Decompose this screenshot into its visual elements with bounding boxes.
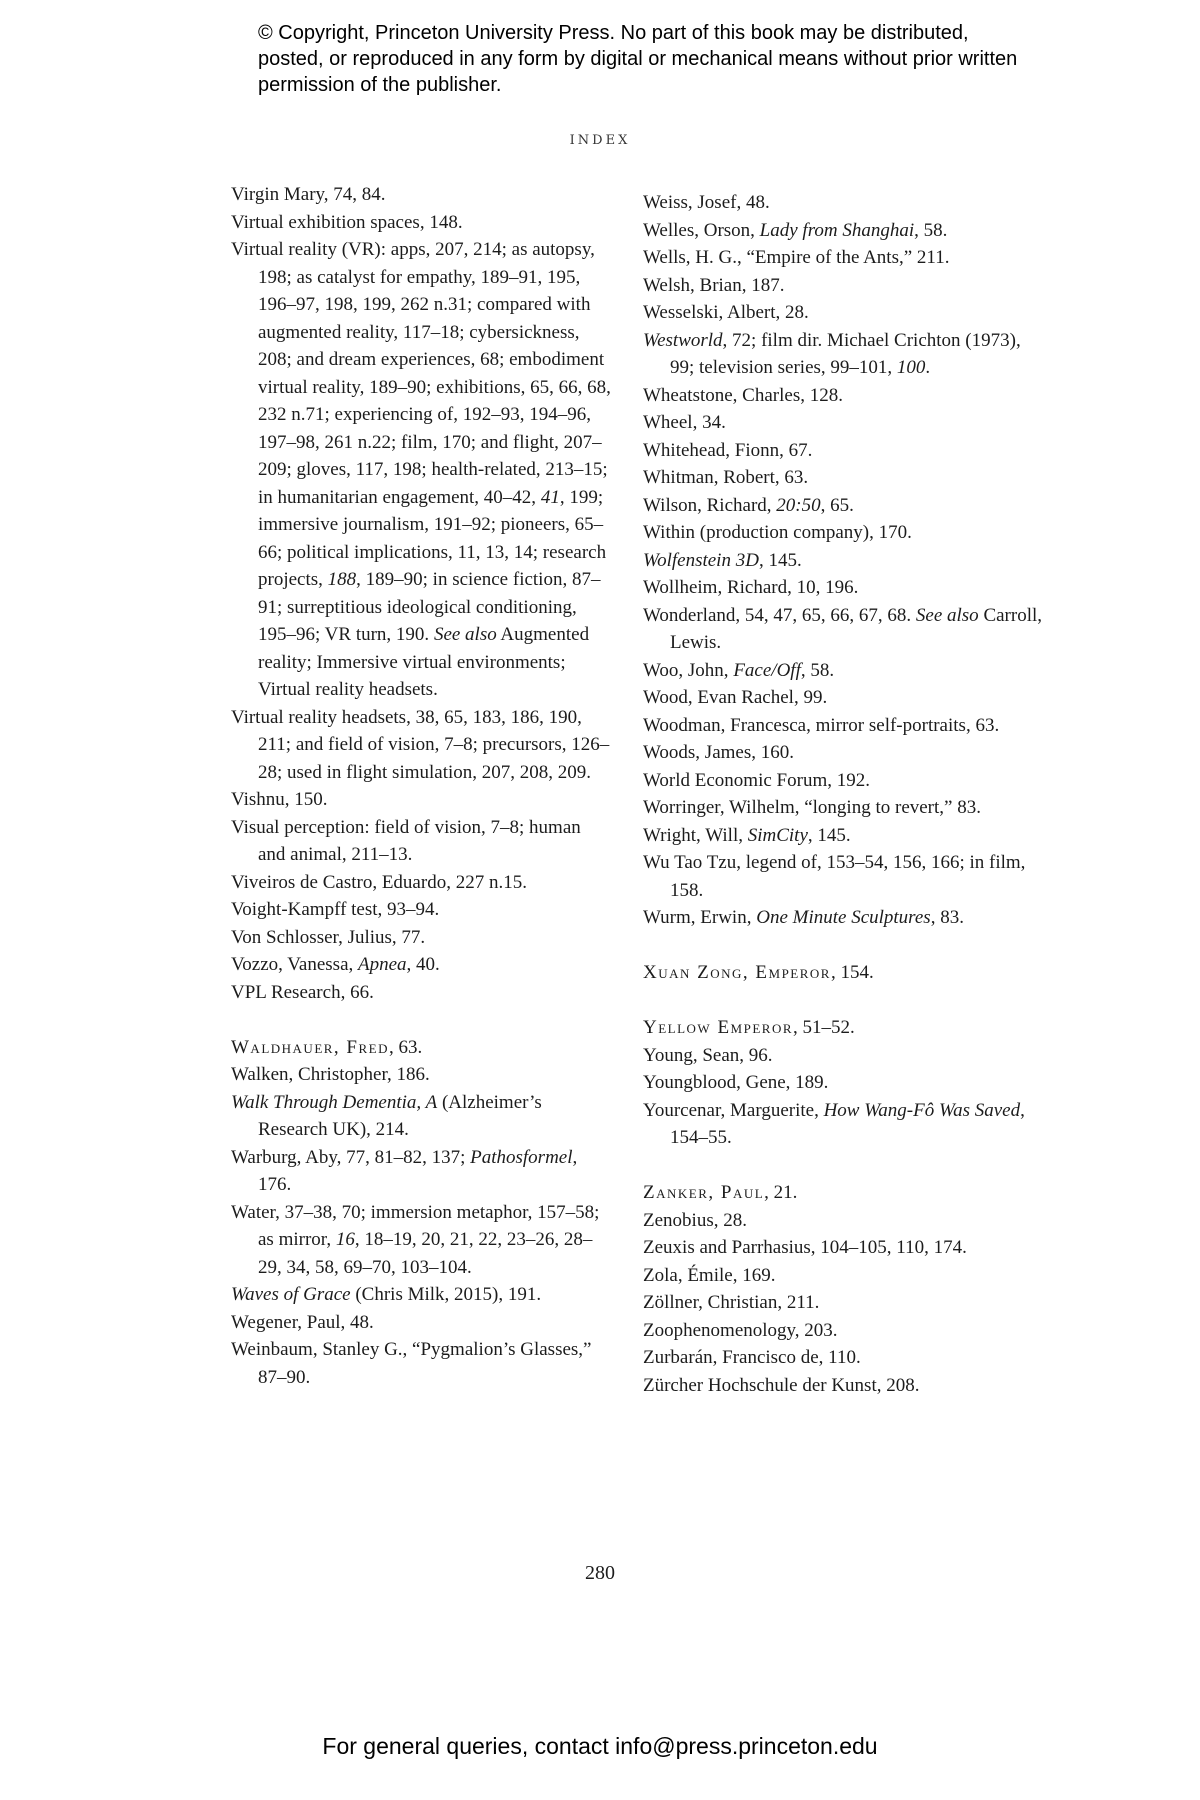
index-entry: [231, 869, 611, 897]
index-entry: [643, 657, 1043, 685]
entry-text: Zurbarán, Francisco de, 110.: [643, 1347, 861, 1368]
index-entry: [231, 814, 611, 869]
entry-text: Whitehead, Fionn, 67.: [643, 439, 813, 461]
entry-text: Zürcher Hochschule der Kunst, 208.: [643, 1374, 920, 1396]
entry-text: Wu Tao Tzu, legend of, 153–54, 156, 166; in film, 158.: [643, 852, 1026, 901]
entry-headword: Xuan Zong, Emperor: [643, 962, 831, 983]
index-entry: [643, 574, 1043, 602]
entry-text: Wegener, Paul, 48.: [231, 1311, 374, 1333]
entry-headword: Yellow Emperor: [643, 1017, 794, 1038]
entry-text: See also: [433, 624, 497, 645]
entry-text: Westworld: [643, 329, 723, 351]
entry-text: Virtual reality headsets, 38, 65, 183, 186, 190, 211; and field of vision, 7–8; precursors, 126–28; used in flight simulation, 207, 208, 209.: [231, 706, 610, 783]
entry-text: Woo, John,: [643, 659, 734, 681]
entry-text: Weiss, Josef, 48.: [643, 192, 770, 213]
entry-text: Woodman, Francesca, mirror self-portraits, 63.: [643, 714, 1000, 736]
entry-text: Zoophenomenology, 203.: [643, 1319, 838, 1341]
index-entry: [231, 979, 611, 1007]
entry-text: Water, 37–38, 70; immersion metaphor, 157–58; as mirror,: [231, 1201, 600, 1250]
entry-text: Wolfenstein 3D: [643, 549, 759, 571]
entry-text: , 199; immersive journalism, 191–92; pioneers, 65–66; political implications, 11, 13, 14; research projects,: [258, 486, 607, 590]
entry-text: Virgin Mary, 74, 84.: [231, 184, 386, 205]
index-entry: [643, 1042, 1043, 1070]
entry-headword: Zanker, Paul: [643, 1182, 765, 1203]
entry-text: , 154.: [830, 962, 874, 983]
entry-text: , 18–19, 20, 21, 22, 23–26, 28–29, 34, 58, 69–70, 103–104.: [258, 1229, 593, 1278]
index-entry: [643, 492, 1043, 520]
entry-text: , 21.: [764, 1182, 798, 1203]
letter-group-gap: [643, 932, 1043, 960]
entry-text: Von Schlosser, Julius, 77.: [231, 926, 426, 948]
index-entry: [643, 959, 1043, 987]
index-entry: [643, 327, 1043, 382]
entry-text: , 145.: [758, 549, 802, 571]
entry-text: World Economic Forum, 192.: [643, 769, 870, 791]
entry-text: Wilson, Richard,: [643, 494, 777, 516]
entry-text: Apnea: [358, 954, 407, 975]
index-entry: [643, 712, 1043, 740]
index-entry: [643, 767, 1043, 795]
entry-text: 16: [335, 1229, 355, 1250]
index-entry: [231, 896, 611, 924]
entry-text: , 145.: [807, 824, 851, 846]
index-entry: [643, 519, 1043, 547]
entry-text: , 83.: [930, 907, 964, 928]
index-entry: [231, 786, 611, 814]
index-entry: [231, 704, 611, 787]
entry-text: Waves of Grace: [231, 1284, 351, 1305]
index-entry: [643, 189, 1043, 217]
entry-text: Wonderland, 54, 47, 65, 66, 67, 68.: [643, 604, 916, 626]
entry-text: Vozzo, Vanessa,: [231, 954, 358, 975]
entry-text: , 176.: [258, 1146, 578, 1195]
index-entry: [231, 951, 611, 979]
entry-text: Wheel, 34.: [643, 412, 726, 433]
letter-group-gap: [643, 987, 1043, 1015]
index-entry: [643, 299, 1043, 327]
index-entry: [643, 1344, 1043, 1372]
index-entry: [231, 1309, 611, 1337]
index-entry: [643, 1317, 1043, 1345]
entry-text: , 58.: [800, 659, 835, 681]
index-entry: [231, 209, 611, 237]
entry-text: Woods, James, 160.: [643, 742, 794, 763]
index-entry: [231, 1144, 611, 1199]
entry-headword: Waldhauer, Fred: [231, 1036, 389, 1058]
index-column-right: [643, 189, 1043, 1399]
index-entry: [643, 272, 1043, 300]
entry-text: Virtual exhibition spaces, 148.: [231, 211, 463, 233]
index-entry: [643, 437, 1043, 465]
entry-text: 100: [896, 357, 926, 378]
entry-text: Zeuxis and Parrhasius, 104–105, 110, 174.: [643, 1237, 967, 1258]
entry-text: SimCity: [747, 824, 808, 846]
index-entry: [643, 217, 1043, 245]
entry-text: 41: [540, 486, 560, 508]
index-entry: [643, 904, 1043, 932]
entry-text: Zenobius, 28.: [643, 1209, 747, 1231]
entry-text: Augmented reality; Immersive virtual environments; Virtual reality headsets.: [258, 624, 590, 700]
entry-text: , 51–52.: [793, 1017, 855, 1038]
index-entry: [643, 1014, 1043, 1042]
index-entry: [643, 739, 1043, 767]
running-head: INDEX: [569, 133, 631, 148]
entry-text: Vishnu, 150.: [231, 789, 328, 810]
index-entry: [231, 1199, 611, 1282]
entry-text: Young, Sean, 96.: [643, 1044, 773, 1066]
index-entry: [643, 1262, 1043, 1290]
copyright-notice: © Copyright, Princeton University Press. No part of this book may be distributed, posted, or reproduced in any form by digital or mechanical means without prior written permission of the publisher.: [258, 22, 1018, 96]
index-entry: [231, 1281, 611, 1309]
entry-text: (Chris Milk, 2015), 191.: [350, 1284, 542, 1305]
index-entry: [643, 547, 1043, 575]
entry-text: Pathosformel: [470, 1146, 573, 1168]
entry-text: One Minute Sculptures: [756, 907, 931, 928]
index-entry: [231, 181, 611, 209]
entry-text: Voight-Kampff test, 93–94.: [231, 899, 440, 920]
entry-text: Within (production company), 170.: [643, 522, 912, 543]
index-entry: [643, 244, 1043, 272]
index-entry: [643, 822, 1043, 850]
entry-text: , 63.: [389, 1036, 423, 1058]
entry-text: .: [925, 357, 931, 378]
entry-text: Carroll, Lewis.: [670, 604, 1043, 653]
entry-text: , 40.: [406, 954, 440, 975]
entry-text: Yourcenar, Marguerite,: [643, 1099, 824, 1121]
entry-text: Visual perception: field of vision, 7–8; human and animal, 211–13.: [231, 816, 581, 865]
entry-text: Warburg, Aby, 77, 81–82, 137;: [231, 1146, 471, 1168]
entry-text: Zola, Émile, 169.: [643, 1264, 776, 1286]
entry-text: VPL Research, 66.: [231, 981, 374, 1003]
entry-text: , 189–90; in science fiction, 87–91; surreptitious ideological conditioning, 195–96; VR turn, 190.: [258, 569, 601, 645]
entry-text: Welles, Orson,: [643, 219, 760, 241]
index-entry: [643, 1097, 1043, 1152]
entry-text: See also: [915, 604, 979, 626]
entry-text: Wright, Will,: [643, 824, 748, 846]
index-entry: [643, 849, 1043, 904]
index-entry: [231, 236, 611, 704]
entry-text: 20:50: [776, 494, 821, 516]
entry-text: Virtual reality (VR): apps, 207, 214; as autopsy, 198; as catalyst for empathy, 189–91, 195, 196–97, 198, 199, 262 n.31; compared with augmented reality, 117–18; cybersickness, 208; and dream experiences, 68; embodiment virtual reality, 189–90; exhibitions, 65, 66, 68, 232 n.71; experiencing of, 192–93, 194–96, 197–98, 261 n.22; film, 170; and flight, 207–209; gloves, 117, 198; health-related, 213–15; in humanitarian engagement, 40–42,: [231, 239, 611, 508]
entry-text: Wheatstone, Charles, 128.: [643, 384, 843, 406]
entry-text: Viveiros de Castro, Eduardo, 227 n.15.: [231, 871, 527, 893]
entry-text: (Alzheimer’s Research UK), 214.: [258, 1091, 542, 1140]
index-entry: [231, 1336, 611, 1391]
entry-text: , 58.: [914, 219, 948, 241]
index-entry: [643, 1069, 1043, 1097]
entry-text: Wood, Evan Rachel, 99.: [643, 687, 828, 708]
index-entry: [643, 382, 1043, 410]
index-entry: [643, 684, 1043, 712]
index-entry: [643, 1179, 1043, 1207]
entry-text: Weinbaum, Stanley G., “Pygmalion’s Glasses,” 87–90.: [231, 1339, 592, 1388]
footer-contact: For general queries, contact info@press.princeton.edu: [322, 1733, 878, 1759]
entry-text: , 154–55.: [670, 1099, 1025, 1148]
page-number: 280: [585, 1562, 615, 1584]
index-entry: [643, 1207, 1043, 1235]
entry-text: Wells, H. G., “Empire of the Ants,” 211.: [643, 247, 950, 268]
index-entry: [231, 1061, 611, 1089]
index-entry: [643, 1289, 1043, 1317]
entry-text: Welsh, Brian, 187.: [643, 274, 785, 296]
entry-text: , 65.: [820, 494, 854, 516]
index-entry: [643, 602, 1043, 657]
entry-text: How Wang-Fô Was Saved: [823, 1099, 1021, 1121]
entry-text: , 72; film dir. Michael Crichton (1973), 99; television series, 99–101,: [670, 329, 1021, 378]
index-entry: [643, 464, 1043, 492]
entry-text: Youngblood, Gene, 189.: [643, 1072, 829, 1093]
index-entry: [231, 924, 611, 952]
index-entry: [643, 794, 1043, 822]
index-entry: [231, 1089, 611, 1144]
entry-text: Walken, Christopher, 186.: [231, 1064, 430, 1085]
entry-text: Wollheim, Richard, 10, 196.: [643, 577, 859, 598]
index-entry: [643, 409, 1043, 437]
entry-text: Face/Off: [733, 659, 801, 681]
index-entry: [643, 1372, 1043, 1400]
entry-text: Zöllner, Christian, 211.: [643, 1292, 820, 1313]
entry-text: Walk Through Dementia, A: [231, 1091, 438, 1113]
entry-text: Whitman, Robert, 63.: [643, 467, 809, 488]
index-entry: [231, 1034, 611, 1062]
entry-text: Worringer, Wilhelm, “longing to revert,” 83.: [643, 797, 981, 818]
index-entry: [643, 1234, 1043, 1262]
entry-text: Lady from Shanghai: [759, 219, 915, 241]
entry-text: 188: [327, 569, 357, 590]
index-column-left: [231, 181, 611, 1391]
entry-text: Wurm, Erwin,: [643, 907, 757, 928]
letter-group-gap: [231, 1006, 611, 1034]
entry-text: Wesselski, Albert, 28.: [643, 302, 809, 323]
letter-group-gap: [643, 1152, 1043, 1180]
